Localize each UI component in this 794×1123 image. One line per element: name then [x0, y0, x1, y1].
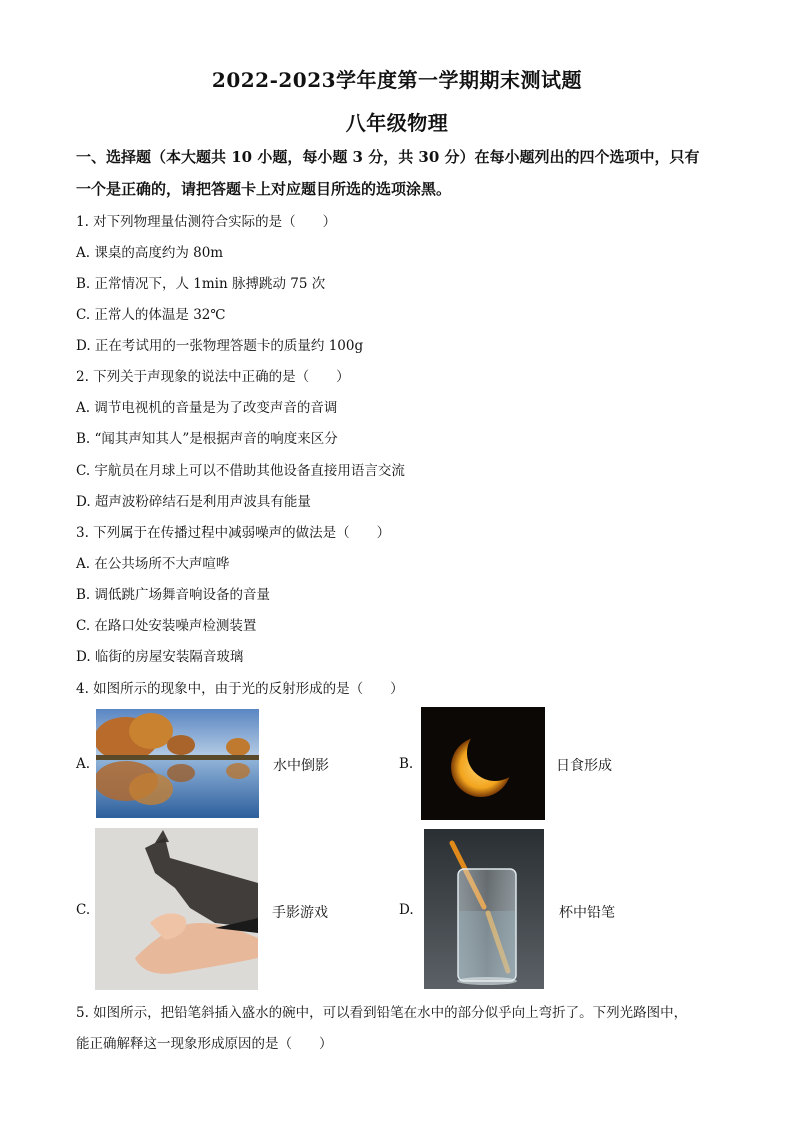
question-3-option-c: C. 在路口处安装噪声检测装置 [76, 618, 257, 634]
question-4-option-c-letter: C. [76, 902, 91, 918]
question-3-option-b: B. 调低跳广场舞音响设备的音量 [76, 587, 271, 603]
eclipse-photo [421, 707, 545, 820]
hand-shadow-photo [95, 828, 258, 990]
reflection-photo [96, 709, 259, 818]
question-4-option-c-caption: 手影游戏 [272, 905, 328, 921]
question-3-option-a: A. 在公共场所不大声喧哗 [76, 556, 230, 572]
question-4-option-d-caption: 杯中铅笔 [559, 905, 615, 921]
question-2-stem: 2. 下列关于声现象的说法中正确的是（ ） [76, 369, 350, 385]
question-2-option-b: B. “闻其声知其人”是根据声音的响度来区分 [76, 431, 338, 447]
question-1-option-b: B. 正常情况下，人 1min 脉搏跳动 75 次 [76, 276, 326, 292]
page-subtitle: 八年级物理 [345, 111, 449, 135]
question-3-option-d: D. 临街的房屋安装隔音玻璃 [76, 649, 244, 665]
pencil-in-glass-photo [424, 829, 544, 989]
question-2-option-a: A. 调节电视机的音量是为了改变声音的音调 [76, 400, 338, 416]
question-1-stem: 1. 对下列物理量估测符合实际的是（ ） [76, 214, 337, 230]
question-2-option-c: C. 宇航员在月球上可以不借助其他设备直接用语言交流 [76, 463, 405, 479]
question-4-option-a-letter: A. [76, 756, 91, 772]
section-instructions-line-2: 一个是正确的，请把答题卡上对应题目所选的选项涂黑。 [76, 180, 452, 198]
question-4-stem: 4. 如图所示的现象中，由于光的反射形成的是（ ） [76, 681, 404, 697]
question-2-option-d: D. 超声波粉碎结石是利用声波具有能量 [76, 494, 311, 510]
question-5-stem-line-1: 5. 如图所示，把铅笔斜插入盛水的碗中，可以看到铅笔在水中的部分似乎向上弯折了。下列光路图中， [76, 1005, 688, 1021]
question-3-stem: 3. 下列属于在传播过程中减弱噪声的做法是（ ） [76, 525, 391, 541]
question-4-option-d-letter: D. [399, 902, 414, 918]
question-5-stem-line-2: 能正确解释这一现象形成原因的是（ ） [76, 1036, 333, 1052]
question-1-option-d: D. 正在考试用的一张物理答题卡的质量约 100g [76, 338, 364, 354]
question-1-option-a: A. 课桌的高度约为 80m [76, 245, 224, 261]
section-instructions-line-1: 一、选择题（本大题共 10 小题，每小题 3 分，共 30 分）在每小题列出的四个选项中，只有 [76, 148, 700, 166]
question-1-option-c: C. 正常人的体温是 32℃ [76, 307, 226, 323]
question-4-option-b-caption: 日食形成 [556, 758, 612, 774]
question-4-option-a-caption: 水中倒影 [273, 758, 329, 774]
question-4-option-b-letter: B. [399, 756, 414, 772]
page-title: 2022-2023学年度第一学期期末测试题 [211, 68, 583, 92]
